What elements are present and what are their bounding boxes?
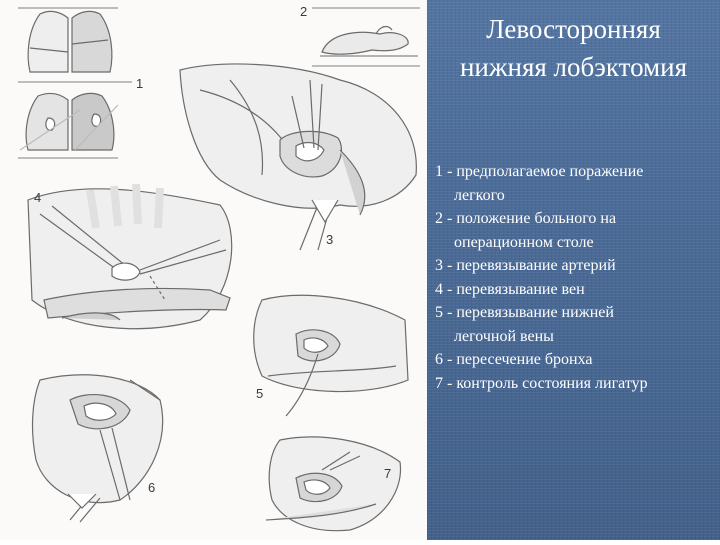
legend-item-1-line-2: легкого [454, 186, 505, 204]
panel-6-bronchus-transection [33, 375, 163, 522]
legend-item-5-line-1: 5 - перевязывание нижней [435, 304, 614, 321]
legend-item-2-line-1: 2 - положение больного на [435, 210, 617, 227]
slide-sidebar [427, 0, 720, 540]
legend-item-4-line-1: 4 - перевязывание вен [435, 280, 585, 298]
legend-item-5 [435, 301, 717, 348]
panel-number-1: 1 [136, 76, 144, 91]
panel-1-lung-diagrams [18, 8, 132, 158]
panel-number-2: 2 [300, 4, 308, 19]
legend-item-1 [435, 160, 717, 207]
legend-item-6-line-1: 6 - пересечение бронха [435, 351, 593, 368]
legend-item-2-line-2: операционном столе [454, 233, 594, 251]
panel-2-patient-position [312, 8, 420, 66]
slide-title-line-1: Левосторонняя [486, 14, 661, 44]
panel-number-5: 5 [256, 386, 264, 401]
panel-4-vein-ligation [28, 184, 232, 329]
slide-title-line-2: нижняя лобэктомия [459, 52, 688, 82]
legend-item-7-line-1: 7 - контроль состояния лигатур [435, 374, 648, 392]
legend-item-2 [435, 207, 717, 254]
legend-item-3-line-1: 3 - перевязывание артерий [435, 257, 616, 274]
legend-list [435, 160, 717, 395]
panel-5-inferior-vein-ligation [254, 295, 408, 416]
legend-item-7 [435, 372, 717, 396]
slide-title [427, 10, 720, 86]
legend-item-6 [435, 348, 717, 372]
panel-number-3: 3 [326, 232, 334, 247]
panel-number-6: 6 [148, 480, 156, 495]
legend-item-1-line-1: 1 - предполагаемое поражение [435, 163, 644, 180]
legend-item-5-line-2: легочной вены [454, 327, 554, 345]
panel-7-ligature-check [266, 437, 401, 531]
legend-item-4 [435, 278, 717, 302]
panel-number-4: 4 [34, 190, 42, 205]
panel-number-7: 7 [384, 466, 392, 481]
legend-item-3 [435, 254, 717, 278]
